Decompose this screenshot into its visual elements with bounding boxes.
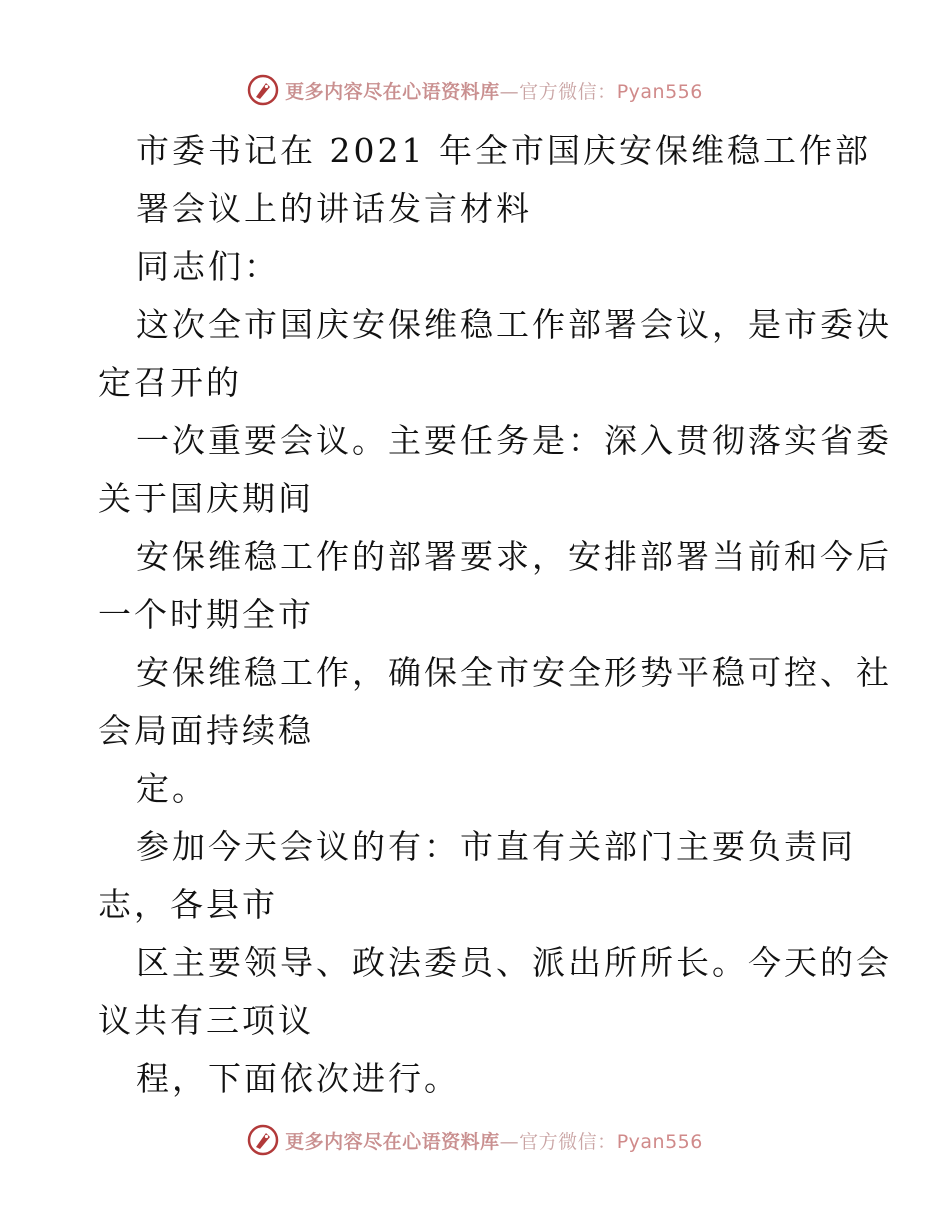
watermark-suffix: —官方微信： — [499, 1130, 617, 1153]
watermark-text — [285, 1127, 703, 1154]
text-line: 这次全市国庆安保维稳工作部署会议，是市委决 — [136, 305, 892, 344]
text-line: 程，下面依次进行。 — [136, 1059, 460, 1098]
text-line: 关于国庆期间 — [98, 479, 314, 518]
text-line: 志，各县市 — [98, 885, 278, 924]
footer-watermark — [0, 1120, 950, 1160]
watermark-wechat-id: Pyan556 — [616, 80, 703, 103]
salutation: 同志们： — [136, 247, 280, 286]
watermark-brand: 更多内容尽在心语资料库 — [285, 80, 500, 103]
watermark-wechat-id: Pyan556 — [616, 1130, 703, 1153]
watermark-brand: 更多内容尽在心语资料库 — [285, 1130, 500, 1153]
title-line-1: 市委书记在 2021 年全市国庆安保维稳工作部 — [136, 131, 871, 170]
watermark-suffix: —官方微信： — [499, 80, 617, 103]
text-line: 定召开的 — [98, 363, 242, 402]
text-line: 安保维稳工作的部署要求，安排部署当前和今后 — [136, 537, 892, 576]
text-line: 会局面持续稳 — [98, 711, 314, 750]
text-line: 定。 — [136, 769, 208, 808]
document-body — [98, 122, 892, 1108]
text-line: 参加今天会议的有：市直有关部门主要负责同 — [136, 827, 856, 866]
text-line: 议共有三项议 — [98, 1001, 314, 1040]
pen-nib-logo-icon — [247, 74, 279, 106]
text-line: 一次重要会议。主要任务是：深入贯彻落实省委 — [136, 421, 892, 460]
title-line-2: 署会议上的讲话发言材料 — [136, 189, 532, 228]
header-watermark — [0, 70, 950, 110]
text-line: 区主要领导、政法委员、派出所所长。今天的会 — [136, 943, 892, 982]
text-line: 安保维稳工作，确保全市安全形势平稳可控、社 — [136, 653, 892, 692]
pen-nib-logo-icon — [247, 1124, 279, 1156]
watermark-text — [285, 77, 703, 104]
text-line: 一个时期全市 — [98, 595, 314, 634]
